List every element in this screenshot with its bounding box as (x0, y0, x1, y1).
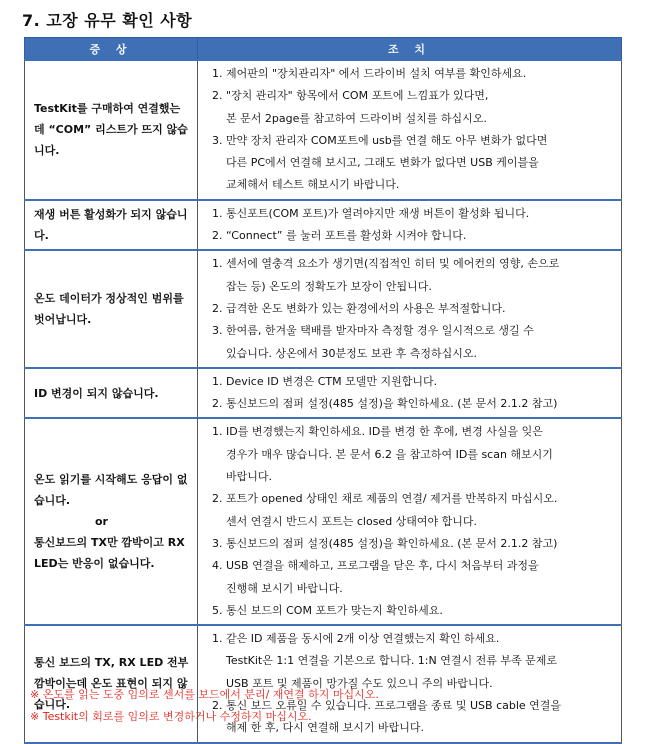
symptom-cell (25, 368, 198, 419)
action-line: 만약 장치 관리자 COM포트에 usb를 연결 해도 아무 변화가 없다면 (226, 133, 548, 147)
action-item (212, 253, 615, 298)
symptom-text: 통신 보드의 TX, RX LED 전부 깜박이는데 온도 표현이 되지 않습니다. (34, 656, 189, 712)
action-cell (198, 418, 622, 625)
action-number: 2. (212, 89, 223, 103)
action-number: 3. (212, 133, 223, 147)
action-line: 교체해서 테스트 해보시기 바랍니다. (226, 178, 400, 192)
symptom-cell (25, 418, 198, 625)
action-line: USB 연결을 해제하고, 프로그램을 닫은 후, 다시 처음부터 과정을 (226, 559, 539, 573)
table-row (25, 418, 622, 625)
action-cell (198, 200, 622, 251)
action-item (212, 533, 615, 555)
action-line: "장치 관리자" 항목에서 COM 포트에 느낌표가 있다면, (226, 89, 489, 103)
table-row (25, 250, 622, 367)
action-cell (198, 368, 622, 419)
warning-note: ※ 온도를 읽는 도중 임의로 센서를 보드에서 분리/ 재연결 하지 마십시오. (30, 688, 379, 701)
action-line: 포트가 opened 상태인 채로 제품의 연결/ 제거를 반복하지 마십시오. (226, 492, 558, 506)
symptom-text: 재생 버튼 활성화가 되지 않습니다. (34, 208, 188, 243)
symptom-cell (25, 200, 198, 251)
action-number: 2. (212, 397, 223, 411)
action-number: 1. (212, 632, 223, 646)
troubleshooting-table (24, 37, 622, 744)
action-item (212, 600, 615, 622)
action-item (212, 393, 615, 415)
header-symptom: 증 상 (25, 38, 198, 61)
action-item (212, 371, 615, 393)
action-number: 3. (212, 324, 223, 338)
action-cell (198, 60, 622, 200)
action-item (212, 320, 615, 365)
action-line: 센서에 열충격 요소가 생기면(직접적인 히터 및 에어컨의 영향, 손으로 (226, 257, 560, 271)
action-number: 1. (212, 425, 223, 439)
action-line: 제어판의 "장치관리자" 에서 드라이버 설치 여부를 확인하세요. (226, 67, 527, 80)
action-number: 2. (212, 301, 223, 315)
action-number: 5. (212, 603, 223, 617)
symptom-text: TestKit를 구매하여 연결했는데 “COM” 리스트가 뜨지 않습니다. (34, 102, 188, 158)
action-number: 2. (212, 699, 223, 713)
action-item (212, 203, 615, 225)
section-title: 7. 고장 유무 확인 사항 (22, 11, 193, 30)
table-row (25, 200, 622, 251)
symptom-cell (25, 250, 198, 367)
action-item (212, 130, 615, 197)
action-number: 1. (212, 206, 223, 220)
action-number: 4. (212, 559, 223, 573)
warning-notes (30, 684, 379, 728)
action-number: 1. (212, 67, 223, 80)
action-number: 2. (212, 492, 223, 506)
action-line: 통신포트(COM 포트)가 열려야지만 재생 버튼이 활성화 됩니다. (226, 206, 530, 220)
symptom-text: ID 변경이 되지 않습니다. (34, 386, 159, 400)
action-item (212, 85, 615, 130)
symptom-text: 온도 데이터가 정상적인 범위를 벗어납니다. (34, 292, 184, 327)
warning-note: ※ Testkit의 회로를 임의로 변경하거나 수정하지 마십시오. (30, 710, 312, 723)
action-line: 센서 연결시 반드시 포트는 closed 상태여야 합니다. (226, 514, 478, 528)
action-line: 잡는 등) 온도의 정확도가 보장이 안됩니다. (226, 279, 432, 293)
action-item (212, 421, 615, 488)
action-number: 2. (212, 229, 223, 243)
action-line: 통신 보드 오류일 수 있습니다. 프로그램을 종료 및 USB cable 연결을 (226, 699, 562, 713)
action-item (212, 555, 615, 600)
action-line: 통신보드의 점퍼 설정(485 설정)을 확인하세요. (본 문서 2.1.2 참고) (226, 536, 558, 550)
action-item (212, 298, 615, 320)
action-number: 1. (212, 257, 223, 271)
symptom-text: 통신보드의 TX만 깜박이고 RX LED는 반응이 없습니다. (34, 536, 185, 571)
action-line: 급격한 온도 변화가 있는 환경에서의 사용은 부적절합니다. (226, 301, 506, 315)
action-item (212, 488, 615, 533)
action-line: 같은 ID 제품을 동시에 2개 이상 연결했는지 확인 하세요. (226, 632, 500, 646)
action-line: 있습니다. 상온에서 30분정도 보관 후 측정하십시오. (226, 346, 477, 360)
action-line: 한여름, 한겨울 택배를 받자마자 측정할 경우 일시적으로 생길 수 (226, 324, 534, 338)
action-line: “Connect” 를 눌러 포트를 활성화 시켜야 합니다. (226, 229, 467, 243)
action-line: 경우가 매우 많습니다. 본 문서 6.2 을 참고하여 ID를 scan 해보시기 (226, 447, 553, 461)
action-line: 진행해 보시기 바랍니다. (226, 581, 343, 595)
table-row (25, 60, 622, 200)
action-line: TestKit은 1:1 연결을 기본으로 합니다. 1:N 연결시 전류 부족 문제로 (226, 654, 557, 668)
header-action: 조 치 (198, 38, 622, 61)
symptom-text: 온도 읽기를 시작해도 응답이 없습니다. (34, 473, 188, 508)
action-line: 통신보드의 점퍼 설정(485 설정)을 확인하세요. (본 문서 2.1.2 참고) (226, 397, 558, 411)
action-line: 다른 PC에서 연결해 보시고, 그래도 변화가 없다면 USB 케이블을 (226, 156, 539, 170)
action-line: 본 문서 2page를 참고하여 드라이버 설치를 하십시오. (226, 111, 487, 125)
action-line: Device ID 변경은 CTM 모델만 지원합니다. (226, 374, 438, 388)
action-line: 해제 한 후, 다시 연결해 보시기 바랍니다. (226, 721, 424, 735)
action-line: 통신 보드의 COM 포트가 맞는지 확인하세요. (226, 603, 443, 617)
table-header-row (25, 38, 622, 61)
action-number: 3. (212, 536, 223, 550)
table-row (25, 368, 622, 419)
action-line: 바랍니다. (226, 470, 273, 484)
action-number: 1. (212, 374, 223, 388)
symptom-cell (25, 60, 198, 200)
action-line: USB 포트 및 제품이 망가질 수도 있으니 주의 바랍니다. (226, 676, 493, 690)
action-item (212, 63, 615, 85)
action-line: ID를 변경했는지 확인하세요. ID를 변경 한 후에, 변경 사실을 잊은 (226, 425, 543, 439)
symptom-or-separator: or (95, 515, 108, 529)
action-cell (198, 250, 622, 367)
action-item (212, 225, 615, 247)
